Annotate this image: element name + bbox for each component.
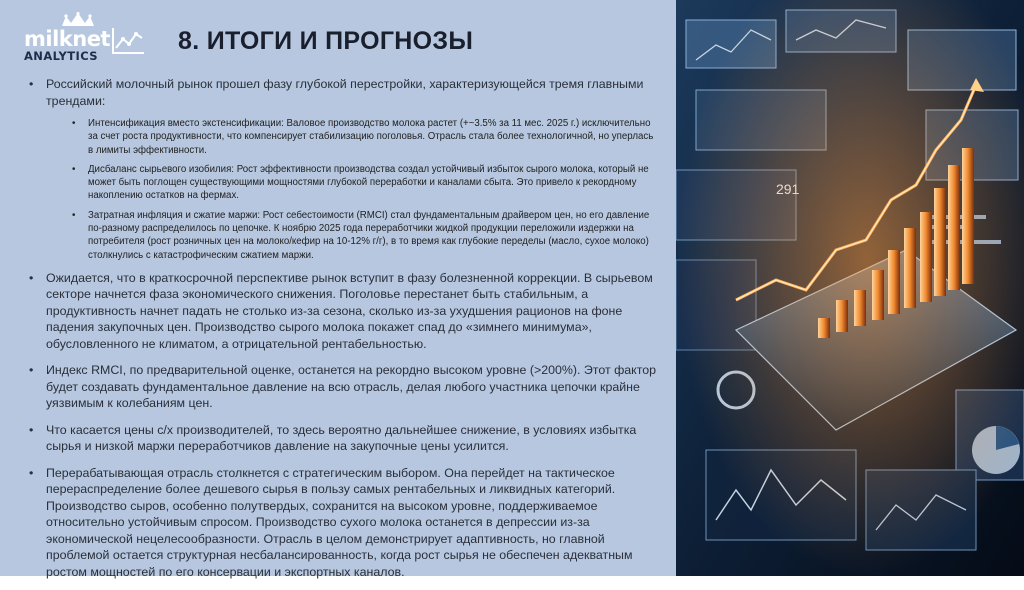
- trend-item: • Затратная инфляция и сжатие маржи: Рост себестоимости (RMCI) стал фундаментальным драйвером цен, но его давление по-разному распределилось по цепочке. К ноябрю 2025 года переработчики жидкой продукции переложили издержки на потребителя (рост розничных цен на молоко/кефир на 10-12% г/г), в то время как глубокие переделы (масло, сухое молоко) столкнулись с катастрофическим сжатием маржи.: [70, 209, 660, 262]
- logo-subtitle: ANALYTICS: [24, 49, 98, 63]
- forecast-bullet: • Индекс RMCI, по предварительной оценке, останется на рекордно высоком уровне (>200%). Этот фактор будет создавать фундаментальное давление на всю отрасль, делая любого участника цепочки крайне уязвимым к колебаниям цен.: [26, 362, 660, 412]
- intro-bullet: [26, 76, 660, 109]
- analytics-illustration: [676, 0, 1024, 576]
- crown-icon: [58, 12, 98, 28]
- page-title: 8. ИТОГИ И ПРОГНОЗЫ: [178, 27, 474, 55]
- summary-content: [26, 76, 660, 590]
- trend-item: • Дисбаланс сырьевого изобилия: Рост эффективности производства создал устойчивый избыток сырого молока, который не может быть поглощен существующими мощностями глубокой переработки и каналами сбыта. Это привело к рекордному накоплению остатков на фермах.: [70, 163, 660, 203]
- forecast-bullet: • Перерабатывающая отрасль столкнется с стратегическим выбором. Она перейдет на тактическое перераспределение более дешевого сырья в пользу самых рентабельных и ликвидных категорий. Производство сыров, особенно полутвердых, сохранится на высоком уровне, поддерживаемое относительно устойчивым спросом. Производство сухого молока останется в депрессии из-за экономической нецелесообразности. Отрасль в целом демонстрирует адаптивность, но главной проблемой остается структурная несбалансированность, когда рост сырья не обеспечен адекватным ростом мощностей по его консервации и экспортных каналов.: [26, 465, 660, 581]
- intro-text: Российский молочный рынок прошел фазу глубокой перестройки, характеризующейся тремя главными трендами:: [46, 77, 644, 108]
- trend-item: • Интенсификация вместо экстенсификации: Валовое производство молока растет (+~3.5% за 11 мес. 2025 г.) исключительно за счет роста продуктивности, что компенсирует стабилизацию поголовья. Отрасль стала более технологичной, но уперлась в лимиты эффективности.: [70, 117, 660, 157]
- trends-list: [70, 117, 660, 262]
- forecast-bullet: • Что касается цены с/х производителей, то здесь вероятно дальнейшее снижение, в условиях избытка сырья и низкой маржи переработчиков давление на закупочные цены усилится.: [26, 422, 660, 455]
- logo-brand: milknet: [24, 27, 110, 51]
- chart-line-icon: [110, 26, 146, 56]
- forecast-bullet: • Ожидается, что в краткосрочной перспективе рынок вступит в фазу болезненной коррекции. В сырьевом секторе начнется фаза экономического снижения. Поголовье перестанет быть стабильным, а продуктивность начнет падать не столько из-за сезона, сколько из-за ухудшения рационов на фоне падения закупочных цен. Производство сырого молока покажет спад до «зимнего минимума», обусловленного не климатом, а отрицательной рентабельностью.: [26, 270, 660, 353]
- dashboard-image: [676, 0, 1024, 576]
- milknet-logo: [22, 12, 108, 64]
